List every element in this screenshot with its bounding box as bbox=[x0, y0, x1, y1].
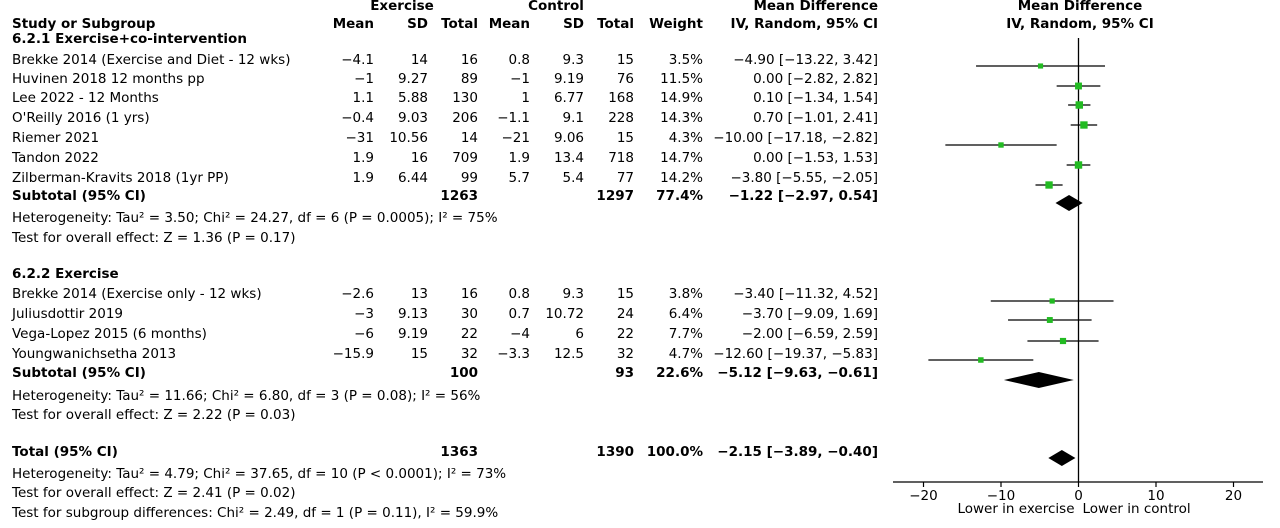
statistics-note: Test for overall effect: Z = 2.22 (P = 0.03) bbox=[12, 407, 296, 423]
cell-e-total: 1363 bbox=[440, 444, 478, 460]
cell-c-sd: 10.72 bbox=[545, 306, 584, 322]
cell-weight: 14.2% bbox=[660, 170, 703, 186]
cell-c-total: 15 bbox=[616, 286, 634, 302]
x-tick-label: −20 bbox=[909, 488, 938, 504]
cell-e-mean: −31 bbox=[345, 130, 374, 146]
study-label: Brekke 2014 (Exercise and Diet - 12 wks) bbox=[12, 52, 291, 68]
cell-ci: 0.10 [−1.34, 1.54] bbox=[753, 90, 878, 106]
x-tick-label: 10 bbox=[1147, 488, 1165, 504]
cell-c-mean: 0.8 bbox=[508, 286, 530, 302]
subtotal-label: Total (95% CI) bbox=[12, 444, 118, 460]
study-label: Juliusdottir 2019 bbox=[12, 306, 123, 322]
study-label: Huvinen 2018 12 months pp bbox=[12, 71, 205, 87]
cell-c-sd: 13.4 bbox=[553, 150, 584, 166]
cell-e-total: 16 bbox=[460, 52, 478, 68]
study-label: Brekke 2014 (Exercise only - 12 wks) bbox=[12, 286, 262, 302]
cell-c-mean: 0.7 bbox=[508, 306, 530, 322]
cell-c-mean: −21 bbox=[501, 130, 530, 146]
cell-e-sd: 16 bbox=[410, 150, 428, 166]
cell-ci: −5.12 [−9.63, −0.61] bbox=[717, 365, 878, 381]
cell-c-sd: 6 bbox=[575, 326, 584, 342]
cell-e-total: 709 bbox=[452, 150, 478, 166]
col-exercise-mean-header: Mean bbox=[332, 16, 374, 32]
study-label: Riemer 2021 bbox=[12, 130, 100, 146]
col-exercise-total-header: Total bbox=[441, 16, 478, 32]
cell-c-total: 93 bbox=[615, 365, 634, 381]
cell-weight: 6.4% bbox=[668, 306, 703, 322]
cell-c-mean: −4 bbox=[510, 326, 530, 342]
statistics-note: Test for subgroup differences: Chi² = 2.49, df = 1 (P = 0.11), I² = 59.9% bbox=[12, 505, 499, 521]
cell-c-total: 22 bbox=[616, 326, 634, 342]
cell-c-total: 32 bbox=[616, 346, 634, 362]
cell-c-sd: 9.19 bbox=[553, 71, 584, 87]
cell-c-sd: 9.06 bbox=[553, 130, 584, 146]
pooled-diamond bbox=[1048, 450, 1075, 466]
cell-c-total: 1297 bbox=[596, 188, 634, 204]
cell-e-total: 206 bbox=[452, 110, 478, 126]
effect-square bbox=[1045, 181, 1052, 188]
cell-weight: 3.8% bbox=[668, 286, 703, 302]
subtotal-label: Subtotal (95% CI) bbox=[12, 188, 146, 204]
x-tick-label: −10 bbox=[986, 488, 1016, 504]
col-control-mean-header: Mean bbox=[488, 16, 530, 32]
statistics-note: Test for overall effect: Z = 2.41 (P = 0.02) bbox=[12, 485, 296, 501]
cell-e-sd: 9.03 bbox=[397, 110, 428, 126]
cell-ci: −4.90 [−13.22, 3.42] bbox=[733, 52, 878, 68]
plot-header: Mean Difference bbox=[1017, 0, 1143, 14]
cell-e-mean: 1.9 bbox=[352, 150, 374, 166]
cell-weight: 4.7% bbox=[668, 346, 703, 362]
favours-left-label: Lower in exercise bbox=[957, 501, 1075, 517]
statistics-note: Heterogeneity: Tau² = 11.66; Chi² = 6.80, df = 3 (P = 0.08); I² = 56% bbox=[12, 388, 481, 404]
cell-e-mean: −2.6 bbox=[341, 286, 374, 302]
statistics-note: Heterogeneity: Tau² = 4.79; Chi² = 37.65, df = 10 (P < 0.0001); I² = 73% bbox=[12, 466, 507, 482]
effect-square bbox=[1075, 83, 1082, 90]
cell-e-sd: 9.13 bbox=[397, 306, 428, 322]
cell-e-mean: −1 bbox=[354, 71, 374, 87]
subtotal-label: Subtotal (95% CI) bbox=[12, 365, 146, 381]
cell-e-total: 22 bbox=[460, 326, 478, 342]
col-exercise-sd-header: SD bbox=[407, 16, 428, 32]
group-exercise-header: Exercise bbox=[370, 0, 434, 14]
cell-e-sd: 6.44 bbox=[397, 170, 428, 186]
effect-square bbox=[1038, 63, 1043, 68]
cell-c-mean: 0.8 bbox=[508, 52, 530, 68]
cell-e-mean: 1.9 bbox=[352, 170, 374, 186]
pooled-diamond bbox=[1004, 372, 1074, 388]
cell-ci: −12.60 [−19.37, −5.83] bbox=[713, 346, 878, 362]
cell-weight: 3.5% bbox=[668, 52, 703, 68]
study-label: Vega-Lopez 2015 (6 months) bbox=[12, 326, 207, 342]
cell-c-mean: −1.1 bbox=[497, 110, 530, 126]
cell-ci: −2.15 [−3.89, −0.40] bbox=[717, 444, 878, 460]
effect-square bbox=[1050, 298, 1055, 303]
cell-weight: 11.5% bbox=[660, 71, 703, 87]
cell-weight: 14.7% bbox=[660, 150, 703, 166]
cell-c-total: 1390 bbox=[596, 444, 634, 460]
cell-c-total: 228 bbox=[608, 110, 634, 126]
cell-c-total: 77 bbox=[616, 170, 634, 186]
study-label: Youngwanichsetha 2013 bbox=[12, 346, 177, 362]
cell-e-total: 130 bbox=[452, 90, 478, 106]
effect-square bbox=[1080, 121, 1087, 128]
col-study-header: Study or Subgroup bbox=[12, 16, 156, 32]
cell-e-total: 89 bbox=[460, 71, 478, 87]
subgroup-heading: 6.2.1 Exercise+co-intervention bbox=[12, 31, 247, 47]
study-label: Lee 2022 - 12 Months bbox=[12, 90, 159, 106]
cell-c-total: 718 bbox=[608, 150, 634, 166]
cell-weight: 7.7% bbox=[668, 326, 703, 342]
group-control-header: Control bbox=[528, 0, 584, 14]
cell-c-mean: 1.9 bbox=[508, 150, 530, 166]
statistics-note: Heterogeneity: Tau² = 3.50; Chi² = 24.27, df = 6 (P = 0.0005); I² = 75% bbox=[12, 210, 498, 226]
cell-e-sd: 14 bbox=[410, 52, 428, 68]
favours-right-label: Lower in control bbox=[1082, 501, 1191, 517]
cell-ci: −3.80 [−5.55, −2.05] bbox=[730, 170, 878, 186]
cell-e-total: 99 bbox=[460, 170, 478, 186]
cell-e-mean: 1.1 bbox=[352, 90, 374, 106]
cell-c-total: 15 bbox=[616, 52, 634, 68]
cell-c-sd: 5.4 bbox=[562, 170, 584, 186]
cell-e-sd: 15 bbox=[410, 346, 428, 362]
cell-e-sd: 9.27 bbox=[397, 71, 428, 87]
cell-e-total: 32 bbox=[460, 346, 478, 362]
cell-c-sd: 9.3 bbox=[562, 286, 584, 302]
cell-weight: 22.6% bbox=[656, 365, 703, 381]
cell-weight: 77.4% bbox=[656, 188, 703, 204]
cell-weight: 100.0% bbox=[646, 444, 703, 460]
col-md-header: Mean Difference bbox=[753, 0, 878, 14]
cell-c-sd: 9.3 bbox=[562, 52, 584, 68]
cell-ci: −3.70 [−9.09, 1.69] bbox=[741, 306, 878, 322]
cell-e-mean: −4.1 bbox=[341, 52, 374, 68]
cell-c-sd: 12.5 bbox=[553, 346, 584, 362]
study-label: O'Reilly 2016 (1 yrs) bbox=[12, 110, 150, 126]
cell-weight: 14.9% bbox=[660, 90, 703, 106]
col-control-total-header: Total bbox=[597, 16, 634, 32]
effect-square bbox=[1060, 338, 1066, 344]
cell-ci: −10.00 [−17.18, −2.82] bbox=[713, 130, 878, 146]
cell-c-total: 15 bbox=[616, 130, 634, 146]
cell-e-total: 1263 bbox=[440, 188, 478, 204]
cell-c-sd: 6.77 bbox=[553, 90, 584, 106]
cell-weight: 4.3% bbox=[668, 130, 703, 146]
col-control-sd-header: SD bbox=[563, 16, 584, 32]
cell-c-total: 76 bbox=[616, 71, 634, 87]
cell-e-sd: 10.56 bbox=[389, 130, 428, 146]
cell-weight: 14.3% bbox=[660, 110, 703, 126]
effect-square bbox=[978, 357, 983, 362]
col-weight-header: Weight bbox=[649, 16, 703, 32]
cell-c-mean: −1 bbox=[510, 71, 530, 87]
cell-ci: −3.40 [−11.32, 4.52] bbox=[733, 286, 878, 302]
cell-c-total: 24 bbox=[616, 306, 634, 322]
cell-e-total: 16 bbox=[460, 286, 478, 302]
cell-e-mean: −3 bbox=[354, 306, 374, 322]
cell-c-mean: 1 bbox=[521, 90, 530, 106]
plot-subheader: IV, Random, 95% CI bbox=[1006, 16, 1154, 32]
cell-e-mean: −15.9 bbox=[332, 346, 374, 362]
cell-e-mean: −0.4 bbox=[341, 110, 374, 126]
cell-ci: 0.00 [−2.82, 2.82] bbox=[753, 71, 878, 87]
effect-square bbox=[1075, 161, 1082, 168]
x-tick-label: 0 bbox=[1074, 488, 1083, 504]
cell-c-mean: 5.7 bbox=[508, 170, 530, 186]
effect-square bbox=[998, 142, 1003, 147]
study-label: Tandon 2022 bbox=[12, 150, 99, 166]
cell-e-total: 30 bbox=[460, 306, 478, 322]
cell-ci: −2.00 [−6.59, 2.59] bbox=[741, 326, 878, 342]
col-md-subheader: IV, Random, 95% CI bbox=[730, 16, 878, 32]
statistics-note: Test for overall effect: Z = 1.36 (P = 0.17) bbox=[12, 230, 296, 246]
cell-e-sd: 5.88 bbox=[397, 90, 428, 106]
cell-c-sd: 9.1 bbox=[562, 110, 584, 126]
cell-e-total: 100 bbox=[449, 365, 478, 381]
cell-e-mean: −6 bbox=[354, 326, 374, 342]
cell-c-total: 168 bbox=[608, 90, 634, 106]
cell-ci: 0.70 [−1.01, 2.41] bbox=[753, 110, 878, 126]
cell-e-sd: 9.19 bbox=[397, 326, 428, 342]
cell-ci: −1.22 [−2.97, 0.54] bbox=[728, 188, 878, 204]
cell-e-total: 14 bbox=[460, 130, 478, 146]
cell-ci: 0.00 [−1.53, 1.53] bbox=[753, 150, 878, 166]
cell-e-sd: 13 bbox=[410, 286, 428, 302]
effect-square bbox=[1047, 317, 1053, 323]
study-label: Zilberman-Kravits 2018 (1yr PP) bbox=[12, 170, 229, 186]
subgroup-heading: 6.2.2 Exercise bbox=[12, 266, 119, 282]
x-tick-label: 20 bbox=[1224, 488, 1243, 504]
effect-square bbox=[1076, 101, 1083, 108]
cell-c-mean: −3.3 bbox=[497, 346, 530, 362]
